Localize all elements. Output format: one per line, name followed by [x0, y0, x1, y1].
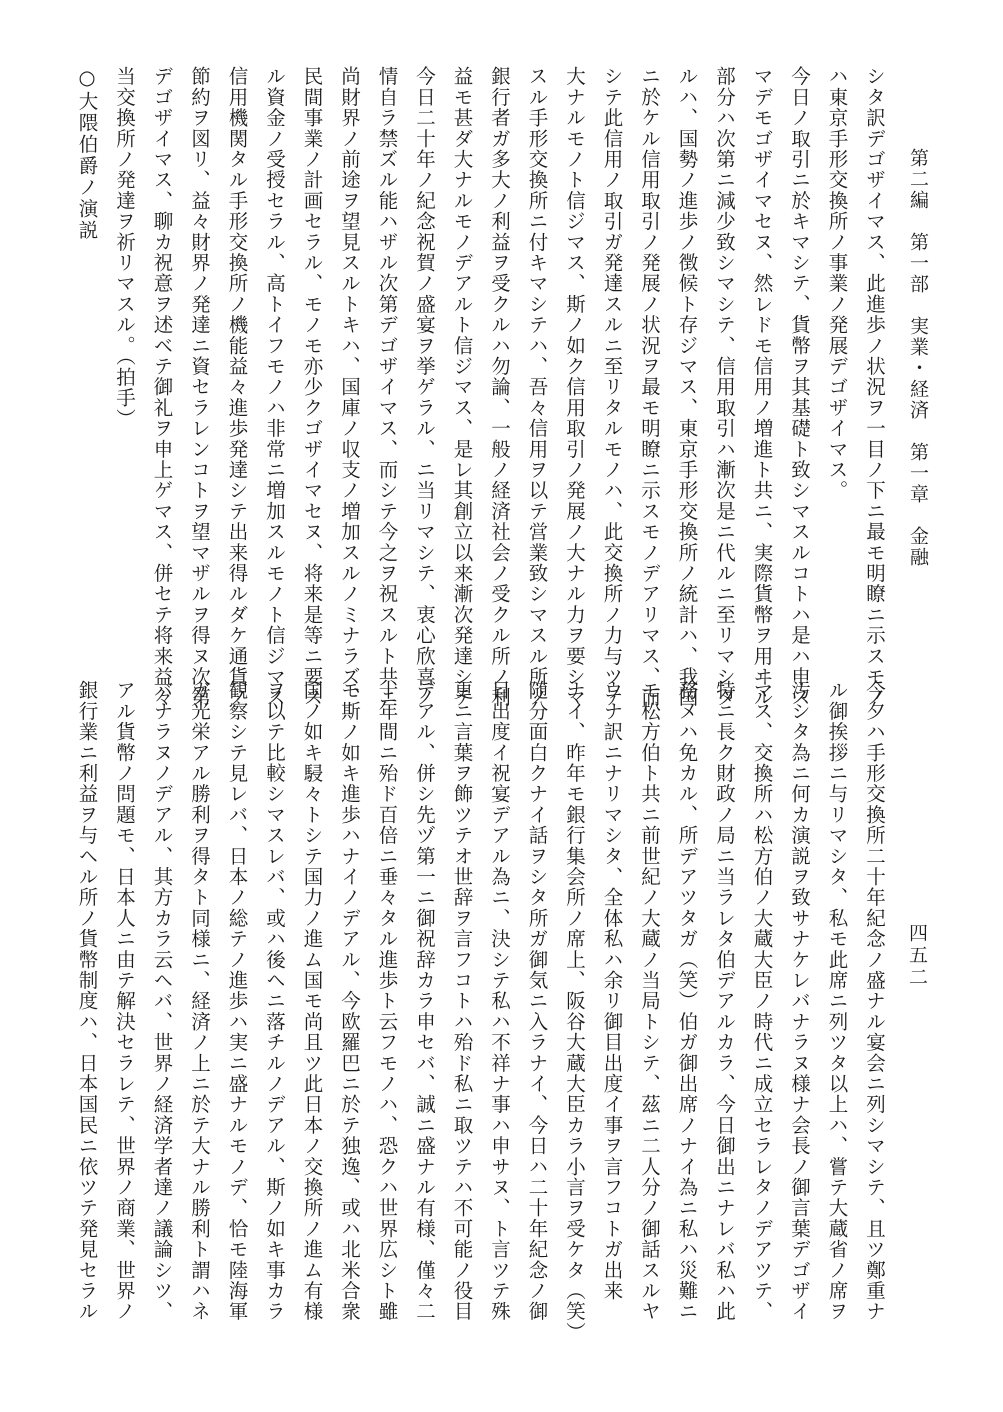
text-line: シテ此信用ノ取引ガ発達スルニ至リタルモノハ、此交換所ノ力与ツテ	[600, 66, 624, 708]
text-line: 今日ノ取引ニ於キマシテ、貨幣ヲ其基礎ト致シマスルコトハ是ハ申ス	[788, 66, 811, 708]
text-line: 節約ヲ図リ、益々財界ノ発達ニ資セラレンコトヲ望マザルヲ得ヌ次第	[188, 66, 211, 708]
text-line: バナラヌノデアル、其方カラ云ヘバ、世界ノ経済学者達ノ議論シツ、	[150, 680, 174, 1322]
text-line: 今夕ハ手形交換所二十年紀念ノ盛ナル宴会ニ列シマシテ、且ツ鄭重ナ	[863, 680, 886, 1322]
text-line: ル御挨拶ニ与リマシタ、私モ此席ニ列ツタ以上ハ、嘗テ大蔵省ノ席ヲ	[825, 680, 849, 1322]
text-line: 尚財界ノ前途ヲ望見スルトキハ、国庫ノ収支ノ増加スルノミナラズ、	[338, 66, 361, 708]
section-heading: ○大隈伯爵ノ演説	[75, 66, 99, 242]
text-line: アル貨幣ノ問題モ、日本人ニ由テ解決セラレテ、世界ノ商業、世界ノ	[113, 680, 136, 1322]
text-line: 信用機関タル手形交換所ノ機能益々進歩発達シテ出来得ルダケ通貨ノ	[225, 66, 249, 708]
text-line: モ松方伯ト共ニ前世紀ノ大蔵ノ当局トシテ、茲ニ二人分ノ御話スルヤ	[638, 680, 661, 1322]
text-line: 大ナルモノト信ジマス、斯ノ如ク信用取引ノ発展ノ大ナル力ヲ要シマ	[563, 66, 586, 708]
upper-text-block	[75, 66, 893, 708]
text-line: 務メハ免カル、所デアツタガ（笑）伯ガ御出席ノナイ為ニ私ハ災難ニ	[675, 680, 699, 1322]
text-line: ハ東京手形交換所ノ事業ノ発展デゴザイマス。	[825, 66, 849, 501]
text-line: 情自ラ禁ズル能ハザル次第デゴザイマス、而シテ今之ヲ祝スルト共ニ	[375, 66, 399, 708]
text-line: ルハ、国勢ノ進歩ノ徴候ト存ジマス、東京手形交換所ノ統計ハ、我国	[675, 66, 699, 708]
text-line: 目出度イ祝宴デアル為ニ、決シテ私ハ不祥ナ事ハ申サヌ、ト言ツテ殊	[488, 680, 511, 1322]
text-line: ヲ以テ比較シマスレバ、或ハ後ヘニ落チルノデアル、斯ノ如キ事カラ	[263, 680, 286, 1322]
text-line: シタ訳デゴザイマス、此進歩ノ状況ヲ一目ノ下ニ最モ明瞭ニ示スモノ	[863, 66, 886, 708]
text-line: デゴザイマス、聊カ祝意ヲ述ベテ御礼ヲ申上ゲマス、併セテ将来益々	[150, 66, 174, 708]
text-line: ガ光栄アル勝利ヲ得タト同様ニ、経済ノ上ニ於テ大ナル勝利ト謂ハネ	[188, 680, 211, 1322]
text-line: 特ニ長ク財政ノ局ニ当ラレタ伯デアルカラ、今日御出ニナレバ私ハ此	[713, 680, 736, 1322]
text-line: 汚シタ為ニ何カ演説ヲ致サナケレバナラヌ様ナ会長ノ御言葉デゴザイ	[788, 680, 811, 1322]
text-line: デアル、併シ先ヅ第一ニ御祝辞カラ申セバ、誠ニ盛ナル有様、僅々二	[413, 680, 436, 1322]
text-line: 部分ハ次第ニ減少致シマシテ、信用取引ハ漸次是ニ代ルニ至リマシタ	[713, 66, 736, 708]
text-line: マス、交換所ハ松方伯ノ大蔵大臣ノ時代ニ成立セラレタノデアツテ、	[750, 680, 774, 1322]
page-number: 四五二	[906, 923, 928, 989]
text-line: 銀行者ガ多大ノ利益ヲ受クルハ勿論、一般ノ経済社会ノ受クル所ノ利	[488, 66, 511, 708]
text-line: ル資金ノ受授セラル、高トイフモノハ非常ニ増加スルモノト信ジマス	[263, 66, 286, 708]
text-line: スル手形交換所ニ付キマシテハ、吾々信用ヲ以テ営業致シマスル所ノ	[525, 66, 549, 708]
text-line: 国ノ如キ駸々トシテ国力ノ進ム国モ尚且ツ此日本ノ交換所ノ進ム有様	[300, 680, 324, 1322]
text-line: 銀行業ニ利益ヲ与ヘル所ノ貨幣制度ハ、日本国民ニ依ツテ発見セラル	[75, 680, 99, 1322]
text-line: 十年間ニ殆ド百倍ニ垂々タル進歩ト云フモノハ、恐クハ世界広シト雖	[375, 680, 399, 1322]
text-line: 随分面白クナイ話ヲシタ所ガ御気ニ入ラナイ、今日ハ二十年紀念ノ御	[525, 680, 549, 1322]
text-line: 民間事業ノ計画セラル、モノモ亦少クゴザイマセヌ、将来是等ニ要ス	[300, 66, 324, 708]
text-line: 益モ甚ダ大ナルモノデアルト信ジマス、是レ其創立以来漸次発達シテ	[450, 66, 474, 708]
running-head: 第二編 第一部 実業・経済 第一章 金融	[907, 148, 929, 568]
text-line: マデモゴザイマセヌ、然レドモ信用ノ増進ト共ニ、実際貨幣ヲ用ヰル	[750, 66, 774, 708]
lower-text-block	[75, 680, 893, 1343]
text-line: 更ニ言葉ヲ飾ツテオ世辞ヲ言フコトハ殆ド私ニ取ツテハ不可能ノ役目	[450, 680, 474, 1322]
text-line: ニ於ケル信用取引ノ発展ノ状況ヲ最モ明瞭ニ示スモノデアリマス、而	[638, 66, 661, 708]
text-line: ウナ訳ニナリマシタ、全体私ハ余リ御目出度イ事ヲ言フコトガ出来	[600, 680, 624, 1301]
text-line: モ斯ノ如キ進歩ハナイノデアル、今欧羅巴ニ於テ独逸、或ハ北米合衆	[338, 680, 361, 1322]
text-line: 当交換所ノ発達ヲ祈リマスル。（拍手）	[113, 66, 136, 429]
text-line: 観察シテ見レバ、日本ノ総テノ進歩ハ実ニ盛ナルモノデ、恰モ陸海軍	[225, 680, 249, 1322]
text-line: 今日二十年ノ紀念祝賀ノ盛宴ヲ挙ゲラル、ニ当リマシテ、衷心欣喜ノ	[413, 66, 436, 708]
text-line: ナイ、昨年モ銀行集会所ノ席上、阪谷大蔵大臣カラ小言ヲ受ケタ（笑）	[563, 680, 586, 1343]
